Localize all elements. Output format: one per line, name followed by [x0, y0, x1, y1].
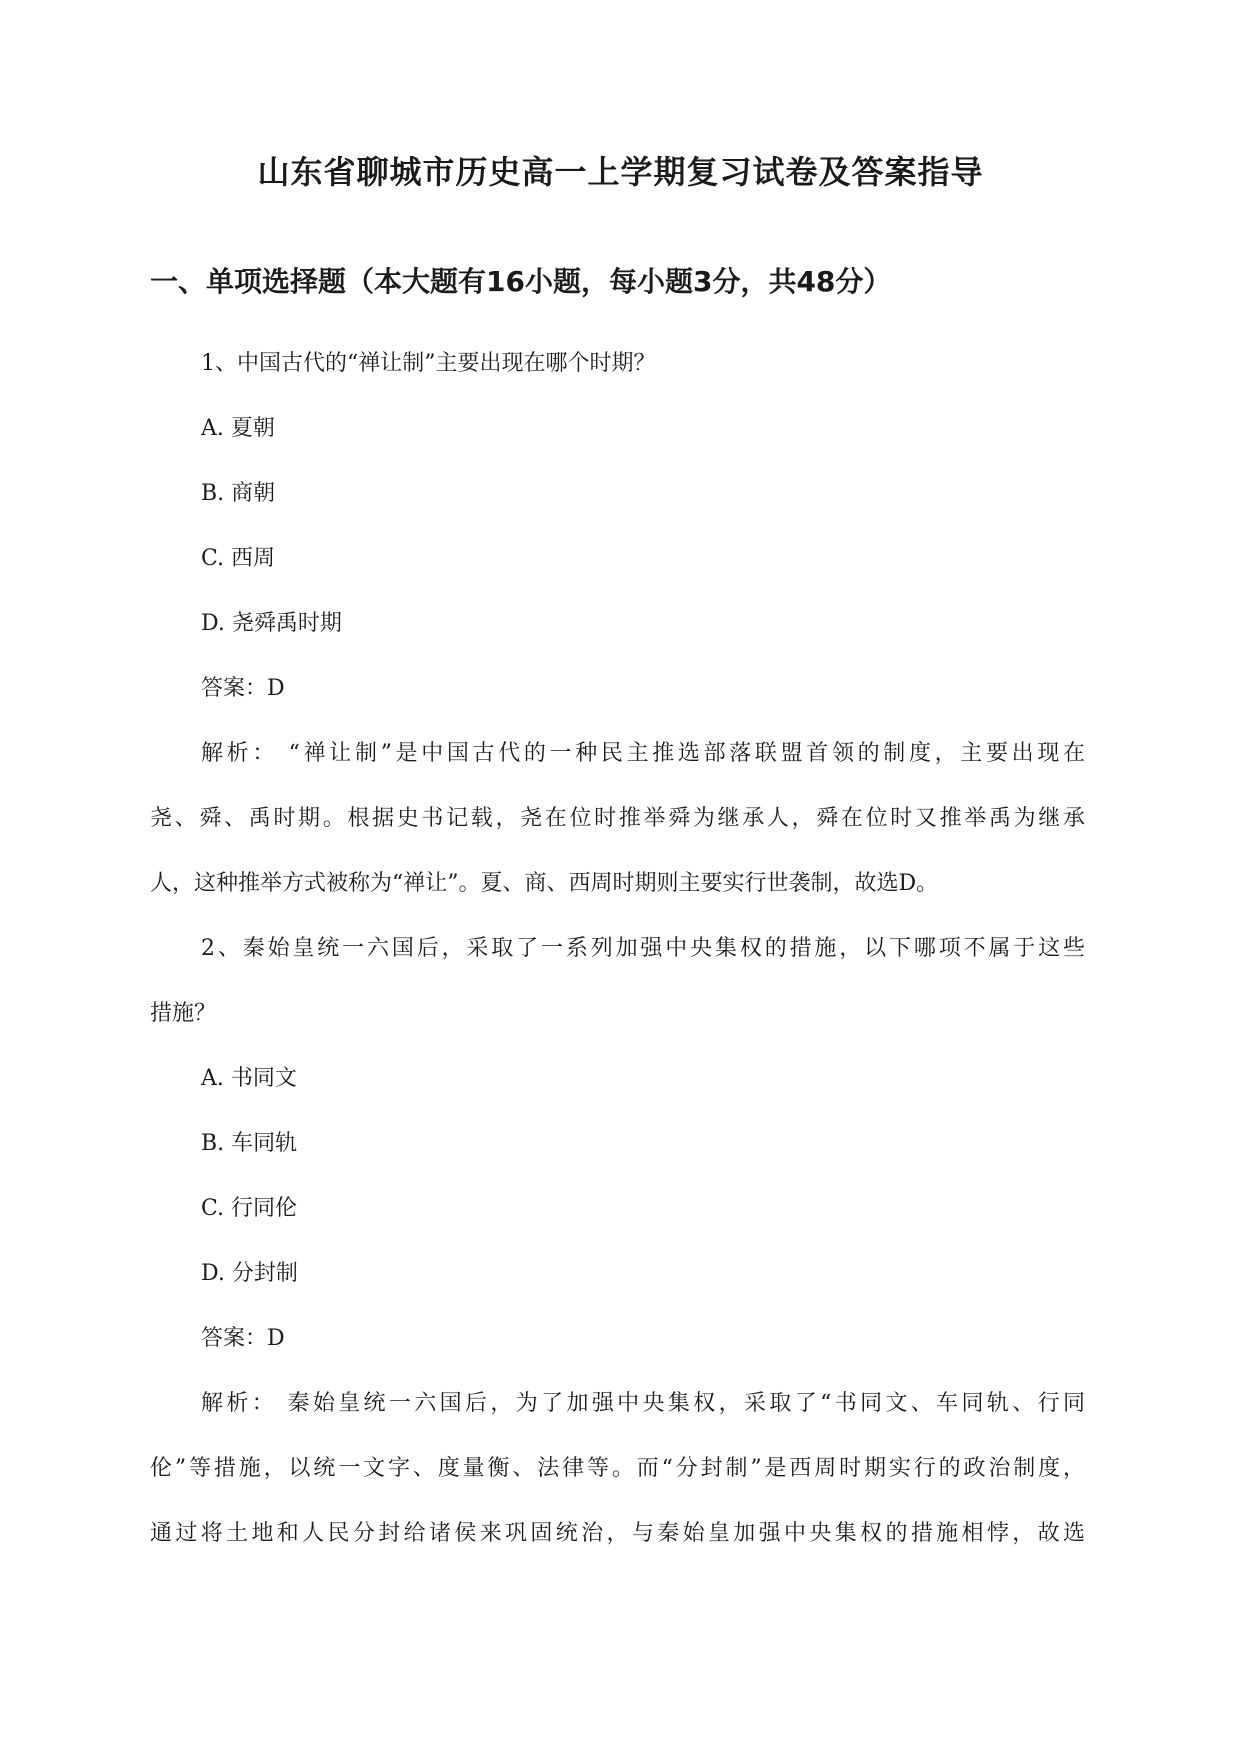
question-1-stem: 1、中国古代的“禅让制”主要出现在哪个时期？ — [201, 351, 656, 376]
section-heading: 一、单项选择题（本大题有16小题，每小题3分，共48分） — [150, 265, 892, 298]
question-2-option-c: C. 行同伦 — [201, 1196, 298, 1221]
question-2-option-a: A. 书同文 — [201, 1066, 297, 1091]
question-2-answer: 答案：D — [201, 1326, 285, 1351]
question-1-option-c: C. 西周 — [201, 546, 276, 571]
question-2-option-d: D. 分封制 — [201, 1261, 298, 1286]
question-2-stem-continued: 措施？ — [150, 1001, 217, 1026]
question-2-explanation-line: 伦”等措施，以统一文字、度量衡、法律等。而“分封制”是西周时期实行的政治制度， — [150, 1456, 1085, 1481]
question-1-explanation-line: 人，这种推举方式被称为“禅让”。夏、商、西周时期则主要实行世袭制，故选D。 — [150, 871, 939, 896]
question-2-explanation-line: 通过将土地和人民分封给诸侯来巩固统治，与秦始皇加强中央集权的措施相悖，故选 — [150, 1521, 1085, 1546]
question-1-option-b: B. 商朝 — [201, 481, 276, 506]
document-title: 山东省聊城市历史高一上学期复习试卷及答案指导 — [257, 153, 984, 191]
question-1-option-a: A. 夏朝 — [201, 416, 275, 441]
question-1-option-d: D. 尧舜禹时期 — [201, 611, 342, 636]
question-2-stem: 2、秦始皇统一六国后，采取了一系列加强中央集权的措施，以下哪项不属于这些 — [201, 936, 1085, 961]
question-2-option-b: B. 车同轨 — [201, 1131, 298, 1156]
question-1-explanation-line: 尧、舜、禹时期。根据史书记载，尧在位时推举舜为继承人，舜在位时又推举禹为继承 — [150, 806, 1085, 831]
question-2-explanation-line: 解析： 秦始皇统一六国后，为了加强中央集权，采取了“书同文、车同轨、行同 — [201, 1391, 1085, 1416]
question-1-answer: 答案：D — [201, 676, 285, 701]
question-1-explanation-line: 解析： “禅让制”是中国古代的一种民主推选部落联盟首领的制度，主要出现在 — [201, 741, 1085, 766]
